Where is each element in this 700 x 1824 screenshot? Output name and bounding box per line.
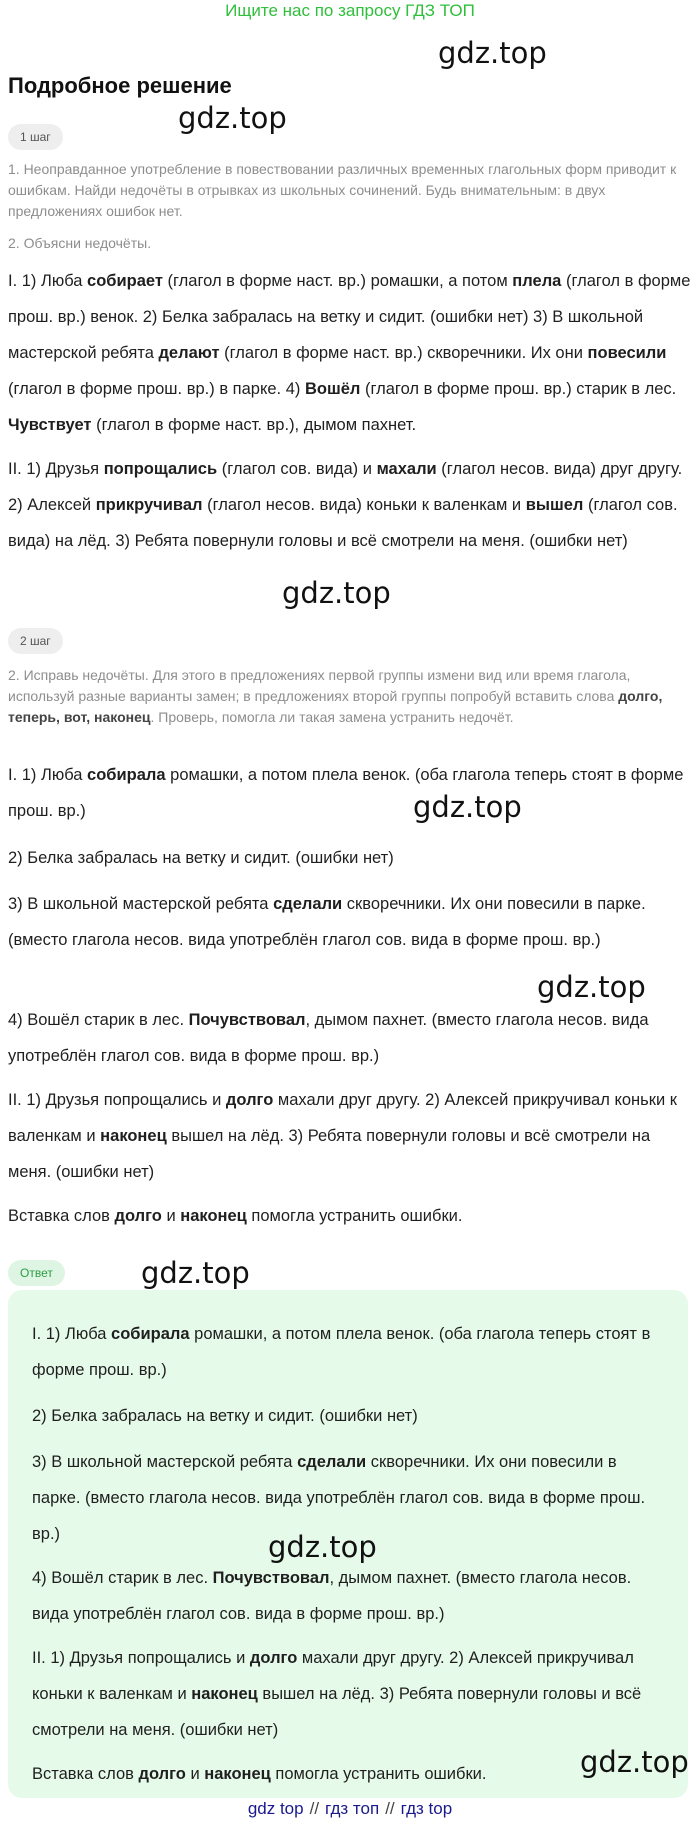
footer-link[interactable]: гдз топ <box>325 1799 380 1818</box>
step-badge: 1 шаг <box>8 124 63 150</box>
task-text: 1. Неоправданное употребление в повествовании различных временных глагольных форм приводит к ошибкам. Найди недочёты в отрывках из школьных сочинений. Будь внимательным: в двух предложениях ошибок нет. <box>8 161 677 219</box>
watermark: gdz.top <box>268 1530 377 1564</box>
solution-paragraph: 4) Вошёл старик в лес. Почувствовал, дымом пахнет. (вместо глагола несов. вида употреблён глагол сов. вида в форме прош. вр.) <box>8 1011 649 1065</box>
answer-paragraph: I. 1) Люба собирала ромашки, а потом плела венок. (оба глагола теперь стоят в форме прош. вр.) <box>32 1325 651 1379</box>
answer-paragraph: 2) Белка забралась на ветку и сидит. (ошибки нет) <box>32 1407 418 1425</box>
watermark: gdz.top <box>282 576 391 610</box>
answer-paragraph: Вставка слов долго и наконец помогла устранить ошибки. <box>32 1765 487 1783</box>
solution-paragraph: Вставка слов долго и наконец помогла устранить ошибки. <box>8 1207 463 1225</box>
watermark: gdz.top <box>413 790 522 824</box>
search-banner[interactable]: Ищите нас по запросу ГДЗ ТОП <box>225 1 475 20</box>
task-text: 2. Исправь недочёты. Для этого в предложениях первой группы измени вид или время глагола, используй разные варианты замен; в предложениях второй группы попробуй вставить слова долго, теперь, вот, наконец. Проверь, помогла ли такая замена устранить недочёт. <box>8 667 663 725</box>
solution-paragraph: I. 1) Люба собирала ромашки, а потом плела венок. (оба глагола теперь стоят в форме прош. вр.) <box>8 766 684 820</box>
solution-paragraph: II. 1) Друзья попрощались (глагол сов. вида) и махали (глагол несов. вида) друг другу. 2) Алексей прикручивал (глагол несов. вида) коньки к валенкам и вышел (глагол сов. вида) на лёд. 3) Ребята повернули головы и всё смотрели на меня. (ошибки нет) <box>8 460 683 550</box>
watermark: gdz.top <box>438 36 547 70</box>
answer-badge: Ответ <box>8 1260 65 1286</box>
footer-links <box>0 1798 700 1820</box>
task-text: 2. Объясни недочёты. <box>8 235 152 251</box>
footer-separator: // <box>309 1799 320 1818</box>
footer-link[interactable]: gdz top <box>247 1799 304 1818</box>
footer-link[interactable]: гдз top <box>400 1799 453 1818</box>
solution-paragraph: 3) В школьной мастерской ребята сделали скворечники. Их они повесили в парке. (вместо глагола несов. вида употреблён глагол сов. вида в форме прош. вр.) <box>8 895 646 949</box>
solution-paragraph: I. 1) Люба собирает (глагол в форме наст. вр.) ромашки, а потом плела (глагол в форме прош. вр.) венок. 2) Белка забралась на ветку и сидит. (ошибки нет) 3) В школьной мастерской ребята делают (глагол в форме наст. вр.) скворечники. Их они повесили (глагол в форме прош. вр.) в парке. 4) Вошёл (глагол в форме прош. вр.) старик в лес. Чувствует (глагол в форме наст. вр.), дымом пахнет. <box>8 272 691 434</box>
answer-paragraph: 4) Вошёл старик в лес. Почувствовал, дымом пахнет. (вместо глагола несов. вида употреблён глагол сов. вида в форме прош. вр.) <box>32 1569 632 1623</box>
watermark: gdz.top <box>178 101 287 135</box>
watermark: gdz.top <box>141 1256 250 1290</box>
answer-paragraph: 3) В школьной мастерской ребята сделали скворечники. Их они повесили в парке. (вместо глагола несов. вида употреблён глагол сов. вида в форме прош. вр.) <box>32 1453 646 1543</box>
footer-separator: // <box>385 1799 395 1818</box>
solution-paragraph: 2) Белка забралась на ветку и сидит. (ошибки нет) <box>8 849 394 867</box>
step-badge: 2 шаг <box>8 628 63 654</box>
page-title: Подробное решение <box>8 73 232 98</box>
solution-paragraph: II. 1) Друзья попрощались и долго махали друг другу. 2) Алексей прикручивал коньки к валенкам и наконец вышел на лёд. 3) Ребята повернули головы и всё смотрели на меня. (ошибки нет) <box>8 1091 677 1181</box>
watermark: gdz.top <box>537 970 646 1004</box>
answer-paragraph: II. 1) Друзья попрощались и долго махали друг другу. 2) Алексей прикручивал коньки к валенкам и наконец вышел на лёд. 3) Ребята повернули головы и всё смотрели на меня. (ошибки нет) <box>32 1649 642 1739</box>
watermark: gdz.top <box>580 1745 689 1779</box>
